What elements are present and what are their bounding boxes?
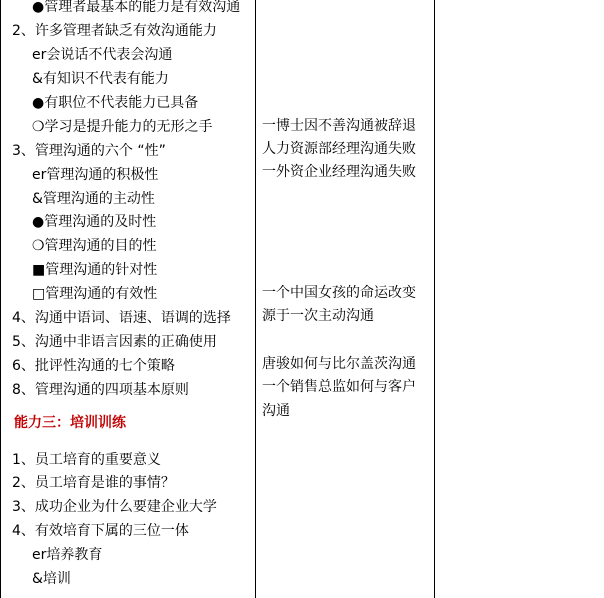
outline-line: 4、有效培育下属的三位一体 — [12, 523, 189, 539]
outline-line: &管理沟通的主动性 — [32, 191, 155, 207]
outline-line: &有知识不代表有能力 — [32, 71, 169, 87]
outline-line: 8、管理沟通的四项基本原则 — [12, 382, 189, 398]
outline-line: □管理沟通的有效性 — [32, 286, 158, 302]
case-line: 沟通 — [262, 403, 290, 419]
outline-line: ●有职位不代表能力已具备 — [32, 95, 199, 111]
outline-line: ❍管理沟通的目的性 — [32, 238, 157, 254]
outline-line: 2、员工培育是谁的事情？ — [12, 475, 175, 491]
case-line: 唐骏如何与比尔盖茨沟通 — [262, 356, 416, 372]
outline-line: er培养教育 — [32, 547, 103, 563]
outline-line: er会说话不代表会沟通 — [32, 47, 173, 63]
outline-line: 2、许多管理者缺乏有效沟通能力 — [12, 23, 217, 39]
outline-line: &培训 — [32, 571, 71, 587]
case-line: 一博士因不善沟通被辞退 — [262, 118, 416, 134]
column-divider-1 — [255, 0, 256, 598]
outline-line: ●管理沟通的及时性 — [32, 214, 157, 230]
outline-line: 5、沟通中非语言因素的正确使用 — [12, 334, 217, 350]
case-line: 一外资企业经理沟通失败 — [262, 164, 416, 180]
table-left-border — [0, 0, 1, 598]
outline-line: ❍学习是提升能力的无形之手 — [32, 119, 213, 135]
section-heading: 能力三：培训训练 — [14, 415, 126, 431]
outline-line: 6、批评性沟通的七个策略 — [12, 358, 175, 374]
case-line: 一个中国女孩的命运改变 — [262, 285, 416, 301]
column-divider-2 — [434, 0, 435, 598]
outline-line: er管理沟通的积极性 — [32, 167, 159, 183]
outline-line: 1、员工培育的重要意义 — [12, 452, 161, 468]
outline-line: 3、管理沟通的六个 “性” — [12, 143, 166, 159]
case-line: 源于一次主动沟通 — [262, 308, 374, 324]
outline-line: 4、沟通中语词、语速、语调的选择 — [12, 310, 231, 326]
case-line: 人力资源部经理沟通失败 — [262, 141, 416, 157]
outline-line: ■管理沟通的针对性 — [32, 262, 158, 278]
outline-line: 3、成功企业为什么要建企业大学 — [12, 499, 217, 515]
outline-line: ●管理者最基本的能力是有效沟通 — [32, 0, 241, 15]
case-line: 一个销售总监如何与客户 — [262, 379, 416, 395]
